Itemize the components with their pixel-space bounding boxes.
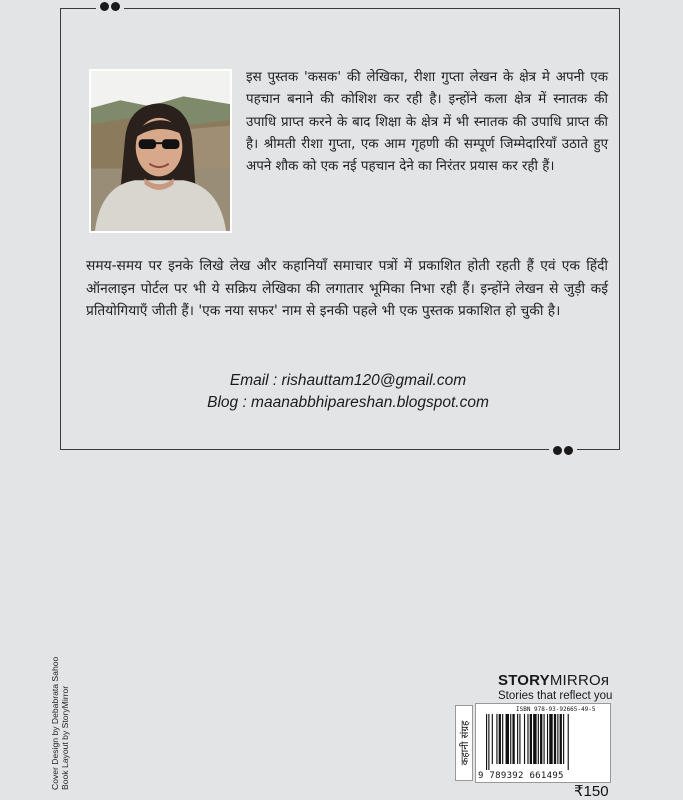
- barcode-bars: [486, 714, 604, 770]
- isbn-text: ISBN 978-93-92665-49-5: [516, 706, 596, 713]
- design-credits: [50, 640, 92, 790]
- author-bio-paragraph-2: समय-समय पर इनके लिखे लेख और कहानियाँ समाचार पत्रों में प्रकाशित होती रहती हैं एवं एक हिंदी ऑनलाइन पोर्टल पर भी ये सक्रिय लेखिका की लगातार भूमिका निभा रही हैं। इन्होंने लेखन से जुड़ी कई प्रतियोगियाएँ जीती हैं। 'एक नया सफर' नाम से इनकी पहले भी एक पुस्तक प्रकाशित हो चुकी है।: [86, 258, 608, 319]
- decorative-dots-top: [96, 2, 124, 11]
- genre-label: [455, 705, 473, 781]
- logo-text-light: MIRROᴙ: [549, 672, 610, 689]
- storymirror-logo: [498, 672, 609, 689]
- blog-line: Blog : maanabbhipareshan.blogspot.com: [207, 394, 489, 411]
- price-label: ₹150: [574, 783, 609, 800]
- logo-text-bold: STORY: [498, 672, 550, 689]
- isbn-barcode: [475, 703, 611, 783]
- email-line: Email : rishauttam120@gmail.com: [229, 372, 467, 389]
- book-layout-credit: Book Layout by StoryMirror: [60, 685, 70, 790]
- contact-info: [98, 370, 598, 414]
- author-bio-paragraph-1: इस पुस्तक 'कसक' की लेखिका, रीशा गुप्ता लेखन के क्षेत्र मे अपनी एक पहचान बनाने की कोशिश कर रही है। इन्होंने कला क्षेत्र में स्नातक की उपाधि प्राप्त करने के बाद शिक्षा के क्षेत्र में भी स्नातक की उपाधि प्राप्त की है। श्रीमती रीशा गुप्ता, एक आम गृहणी की सम्पूर्ण जिम्मेदारियाँ उठाते हुए अपने शौक को एक नई पहचान देने का निरंतर प्रयास कर रही हैं।: [246, 70, 608, 175]
- publisher-tagline: Stories that reflect you: [498, 690, 613, 702]
- barcode-number: 9 789392 661495: [478, 771, 564, 781]
- decorative-dots-bottom: [549, 446, 577, 455]
- author-photo: [89, 69, 232, 233]
- cover-design-credit: Cover Design by Debabrata Sahoo: [50, 656, 60, 790]
- genre-text: कहानी संग्रह: [460, 720, 471, 766]
